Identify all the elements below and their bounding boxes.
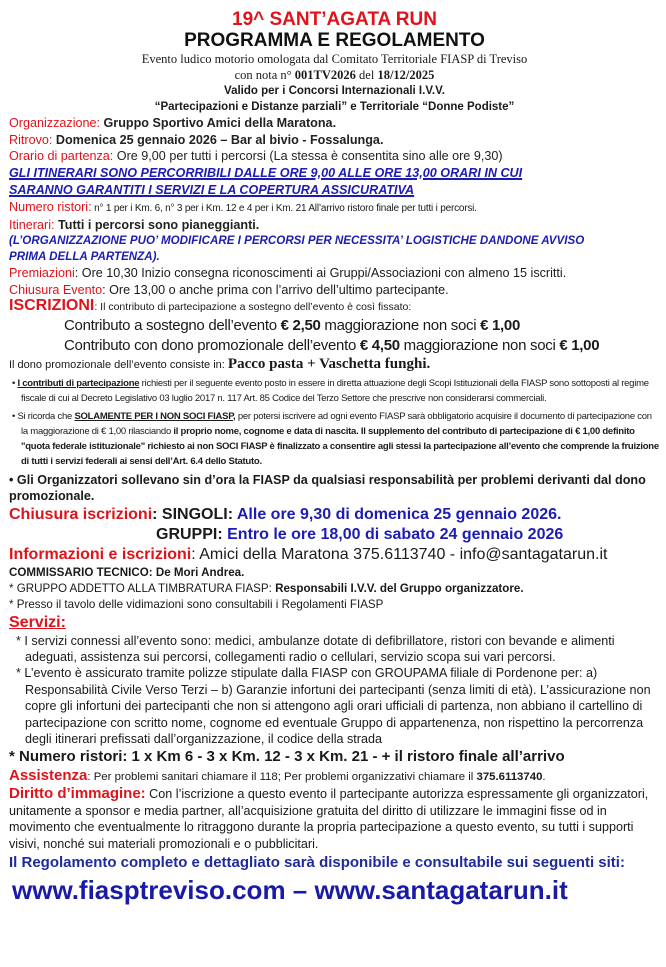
event-subtitle: PROGRAMMA E REGOLAMENTO: [184, 30, 485, 51]
concorsi-line: “Partecipazioni e Distanze parziali” e Territoriale “Donne Podiste”: [154, 101, 515, 113]
regolamento-line: Il Regolamento completo e dettagliato sarà disponibile e consultabile sui seguenti siti:: [9, 853, 625, 871]
chiusura-singoli: Chiusura iscrizioni: SINGOLI: Alle ore 9,30 di domenica 25 gennaio 2026.: [9, 505, 562, 523]
modifica-notice-2: PRIMA DELLA PARTENZA).: [9, 250, 160, 263]
info-iscrizioni: Informazioni e iscrizioni: Amici della Maratona 375.6113740 - info@santagatarun.it: [9, 545, 608, 563]
dono-line: Il dono promozionale dell’evento consiste in: Pacco pasta + Vaschetta funghi.: [9, 355, 431, 372]
servizi-item: * L’evento è assicurato tramite polizze stipulate dalla FIASP con GROUPAMA filiale di Pordenone per: a) Responsabilità Civile Verso Terzi – b) Garanzie infortuni dei partecipanti (senza limiti di età). L’assicurazione non copre gli infortuni dei partecipanti che non si attengono agli orari ufficiali di partenza, non abbiano il cartellino di partecipazione con scritto nome, cognome ed eventuale Gruppo di appartenenza, non rispettino la percorrenza degli itinerari prefissati dall’organizzazione, il codice della strada: [16, 666, 651, 746]
ristori-row: Numero ristori: n° 1 per i Km. 6, n° 3 per i Km. 12 e 4 per i Km. 21 All’arrivo ristoro finale per tutti i percorsi.: [9, 199, 477, 214]
approval-line: Evento ludico motorio omologata dal Comitato Territoriale FIASP di Treviso: [141, 52, 528, 66]
site-fiasptreviso-link[interactable]: www.fiasptreviso.com: [12, 874, 286, 905]
itinerari-row: Itinerari: Tutti i percorsi sono pianeggianti.: [9, 217, 260, 232]
chiusura-gruppi: GRUPPI: Entro le ore 18,00 di sabato 24 gennaio 2026: [156, 525, 564, 543]
websites: www.fiasptreviso.com – www.santagatarun.it: [12, 874, 568, 905]
valid-line: Valido per i Concorsi Internazionali I.V.V.: [224, 85, 445, 97]
premiazioni-row: Premiazioni: Ore 10,30 Inizio consegna riconoscimenti ai Gruppi/Associazioni con almeno 15 iscritti.: [9, 266, 567, 280]
diritto-immagine: Diritto d’immagine: Con l’iscrizione a questo evento il partecipante autorizza espressamente gli organizzatori, unitamente a sponsor e media partner, all’acquisizione gratuita del diritto di utilizzare le immagini fisse od in movimento che eventualmente lo ritraggono durante la propria partecipazione a questo evento, su tutti i supporti visivi, nonché sui materiali promozionali e o pubblicitari.: [9, 785, 649, 851]
bullet-responsabilita: • Gli Organizzatori sollevano sin d’ora la FIASP da qualsiasi responsabilità per problemi derivanti dal dono promozionale.: [9, 472, 646, 503]
iscrizioni-row: ISCRIZIONI: Il contributo di partecipazione a sostegno dell’evento è così fissato:: [9, 297, 412, 314]
assistenza-phone: 375.6113740: [476, 771, 543, 784]
contributo-base: Contributo a sostegno dell’evento € 2,50 maggiorazione non soci € 1,00: [64, 316, 521, 334]
event-title: 19^ SANT’AGATA RUN: [232, 9, 437, 30]
event-flyer: [0, 9, 666, 967]
organizzazione-row: Organizzazione: Gruppo Sportivo Amici della Maratona.: [9, 116, 337, 130]
contributo-dono: Contributo con dono promozionale dell’evento € 4,50 maggiorazione non soci € 1,00: [64, 336, 600, 354]
servizi-item: * I servizi connessi all’evento sono: medici, ambulanze dotate di defibrillatore, ristori con bevande e alimenti adeguati, assistenza sui percorsi, collegamenti radio o cellulari, servizio scopa sui vari percorsi.: [16, 633, 615, 664]
commissario-line: COMMISSARIO TECNICO: De Mori Andrea.: [9, 565, 245, 579]
site-santagatarun-link[interactable]: www.santagatarun.it: [314, 874, 568, 905]
nota-date: 18/12/2025: [377, 68, 435, 82]
ritrovo-row: Ritrovo: Domenica 25 gennaio 2026 – Bar al bivio - Fossalunga.: [9, 132, 384, 147]
servizi-heading: Servizi:: [9, 613, 66, 631]
timbratura-line: * GRUPPO ADDETTO ALLA TIMBRATURA FIASP: Responsabili I.V.V. del Gruppo organizzatore.: [9, 581, 524, 595]
chiusura-evento-row: Chiusura Evento: Ore 13,00 o anche prima con l’arrivo dell’ultimo partecipante.: [9, 282, 449, 297]
ristori-summary: * Numero ristori: 1 x Km 6 - 3 x Km. 12 - 3 x Km. 21 - + il ristoro finale all’arrivo: [9, 748, 565, 766]
contributo-dono-price: € 4,50: [359, 336, 400, 354]
itinerari-notice-1: GLI ITINERARI SONO PERCORRIBILI DALLE ORE 9,00 ALLE ORE 13,00 ORARI IN CUI: [9, 165, 523, 180]
itinerari-notice-2: SARANNO GARANTITI I SERVIZI E LA COPERTURA ASSICURATIVA: [9, 182, 415, 197]
bullet-contributi: • I contributi di partecipazione richiesti per il seguente evento posto in essere in diretta attuazione degli Scopi Istituzionali della FIASP sono sottoposti al regime fiscale di cui al Decreto Legislativo 03 luglio 2017 n. 117 Art. 85 Codice del Terzo Settore che prescrive non considerarsi commerciali.: [12, 377, 649, 404]
regolamenti-line: * Presso il tavolo delle vidimazioni sono consultabili i Regolamenti FIASP: [9, 597, 384, 611]
modifica-notice-1: (L’ORGANIZZAZIONE PUO’ MODIFICARE I PERCORSI PER NECESSITA’ LOGISTICHE DANDONE AVVISO: [9, 234, 585, 247]
nota-line: con nota n° 001TV2026 del 18/12/2025: [234, 68, 435, 82]
assistenza-line: Assistenza: Per problemi sanitari chiamare il 118; Per problemi organizzativi chiamare il 375.6113740.: [9, 767, 546, 785]
orario-row: Orario di partenza: Ore 9,00 per tutti i percorsi (La stessa è consentita sino alle ore 9,30): [9, 149, 503, 163]
contact-details: : Amici della Maratona 375.6113740 - info@santagatarun.it: [191, 545, 608, 563]
nota-code: 001TV2026: [294, 68, 356, 82]
dono-value: Pacco pasta + Vaschetta funghi.: [227, 355, 431, 372]
bullet-non-soci: • Si ricorda che SOLAMENTE PER I NON SOCI FIASP, per potersi iscrivere ad ogni evento FIASP sarà obbligatorio acquisire il documento di partecipazione con la maggiorazione di € 1,00 rilasciando il proprio nome, cognome e data di nascita. Il supplemento del contributo di partecipazione di € 1,00 definito "quota federale istituzionale" richiesto ai non SOCI FIASP è finalizzato a consentire agli stessi la partecipazione all’evento che comprende la fruizione di tutti i servizi federali ai sensi dell’Art. 6.4 dello Statuto.: [12, 410, 659, 467]
contributo-base-price: € 2,50: [280, 316, 321, 334]
